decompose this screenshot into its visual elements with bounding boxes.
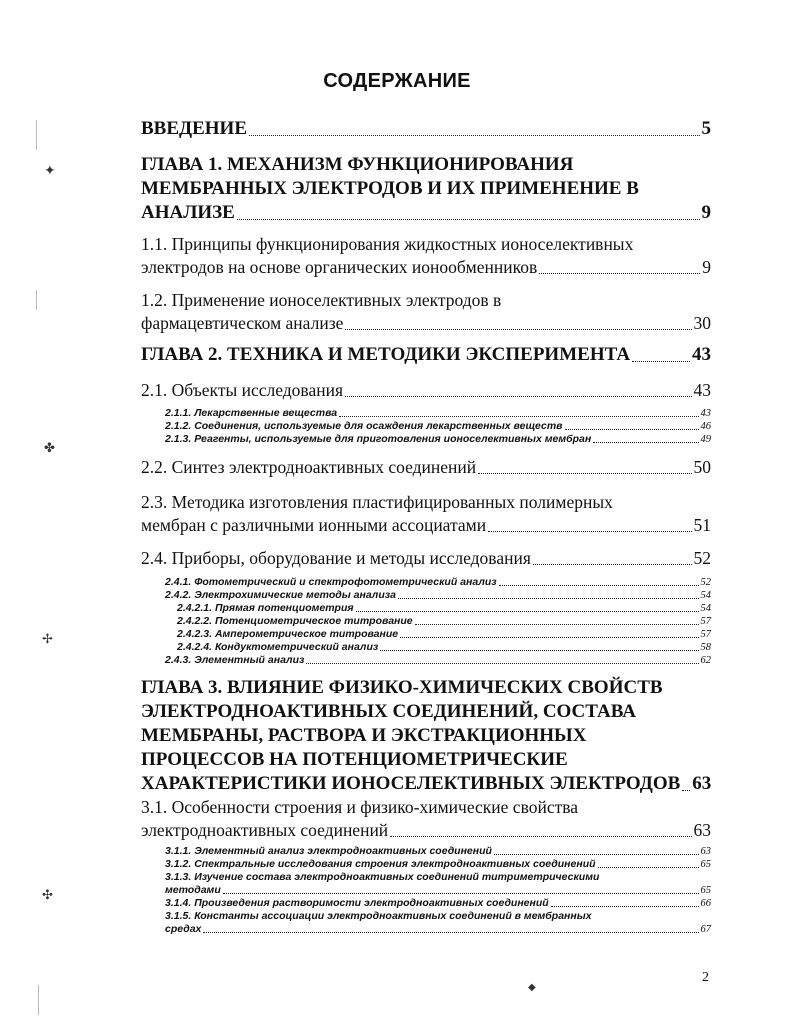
toc-entry-subsection-2-4-2-4[interactable] [141,641,711,654]
toc-entry-title: ВВЕДЕНИЕ [141,118,247,139]
toc-entry-intro[interactable] [141,117,711,141]
scan-artifact-line [36,120,37,150]
toc-page-number: 67 [700,924,711,935]
toc-page-number: 43 [692,344,711,365]
dot-leader [499,585,699,586]
toc-entry-title: 2.4. Приборы, оборудование и методы исследования [141,548,531,568]
toc-page-number: 62 [700,655,711,666]
toc-entry-subsection-2-4-1[interactable] [141,576,711,589]
toc-entry-chapter-3[interactable] [141,676,711,796]
toc-page-number: 9 [701,202,711,223]
dot-leader [551,906,699,907]
toc-entry-title-line: МЕМБРАНЫ, РАСТВОРА И ЭКСТРАКЦИОННЫХ [141,725,587,746]
toc-page-number: 52 [693,548,711,568]
toc-entry-title-line: ГЛАВА 1. МЕХАНИЗМ ФУНКЦИОНИРОВАНИЯ [141,154,574,175]
dot-leader [345,396,691,397]
toc-entry-subsection-2-4-2-3[interactable] [141,628,711,641]
scan-artifact-line [36,290,37,310]
toc-page-number: 51 [693,515,711,535]
toc-entry-title: ГЛАВА 2. ТЕХНИКА И МЕТОДИКИ ЭКСПЕРИМЕНТА [141,344,631,365]
toc-entry-title: 2.4.2.1. Прямая потенциометрия [177,602,354,614]
dot-leader [593,442,698,443]
toc-page-number: 54 [700,590,711,601]
toc-entry-title: 3.1.1. Элементный анализ электродноактивных соединений [165,845,492,857]
toc-entry-title-line: 1.1. Принципы функционирования жидкостных ионоселективных [141,234,634,254]
toc-entry-title-line: 2.3. Методика изготовления пластифицированных полимерных [141,492,613,512]
dot-leader [539,273,700,274]
toc-page-number: 9 [702,257,711,277]
dot-leader [478,473,691,474]
toc-entry-title-line: 3.1.3. Изучение состава электродноактивных соединений титриметрическими [165,871,600,883]
dot-leader [488,531,691,532]
toc-page-number: 43 [700,408,711,419]
scan-artifact-line [38,985,39,1015]
toc-page-number: 54 [700,603,711,614]
dot-leader [565,429,699,430]
dot-leader [682,790,690,791]
toc-entry-title: 2.4.2.2. Потенциометрическое титрование [177,615,413,627]
toc-entry-title: 2.1.2. Соединения, используемые для осаждения лекарственных веществ [165,420,563,432]
dot-leader [390,836,691,837]
scan-artifact-mark: ✣ [42,888,53,903]
toc-entry-subsection-2-1-1[interactable] [141,407,711,420]
toc-entry-title: 2.1.1. Лекарственные вещества [165,407,338,419]
toc-entry-title-line: МЕМБРАННЫХ ЭЛЕКТРОДОВ И ИХ ПРИМЕНЕНИЕ В [141,178,639,199]
toc-entry-subsection-3-1-1[interactable] [141,845,711,858]
scan-artifact-mark: ◆ [528,982,536,993]
toc-entry-section-1-1[interactable] [141,233,711,279]
toc-entry-title: 2.4.1. Фотометрический и спектрофотометрический анализ [165,576,497,588]
toc-entry-title-line: средах [165,923,202,935]
dot-leader [345,329,691,330]
toc-page-number: 57 [700,616,711,627]
toc-entry-subsection-2-1-3[interactable] [141,433,711,446]
dot-leader [306,663,698,664]
toc-entry-subsection-2-4-2-2[interactable] [141,615,711,628]
toc-entry-title: 3.1.2. Спектральные исследования строения электродноактивных соединений [165,858,596,870]
toc-entry-chapter-2[interactable] [141,343,711,367]
toc-entry-title-line: ЭЛЕКТРОДНОАКТИВНЫХ СОЕДИНЕНИЙ, СОСТАВА [141,701,636,722]
toc-entry-title-line: электродноактивных соединений [141,820,389,840]
toc-entry-title-line: методами [165,884,221,896]
scan-artifact-mark: ✢ [42,632,53,647]
toc-entry-title: 2.1.3. Реагенты, используемые для приготовления ионоселективных мембран [165,433,592,445]
toc-entry-title: 3.1.4. Произведения растворимости электродноактивных соединений [165,897,549,909]
toc-entry-subsection-3-1-5[interactable] [141,910,711,936]
dot-leader [356,611,699,612]
dot-leader [339,416,698,417]
toc-page-number: 63 [692,773,712,794]
toc-entry-chapter-1[interactable] [141,153,711,225]
toc-entry-title-line: 3.1. Особенности строения и физико-химические свойства [141,797,579,817]
scan-artifact-mark: ✦ [44,163,56,179]
page-number: 2 [702,970,709,985]
toc-entry-title-line: электродов на основе органических ионообменников [141,257,538,277]
scan-artifact-mark: ✤ [44,441,55,456]
toc-page-number: 52 [700,577,711,588]
toc-entry-title: 2.4.3. Элементный анализ [165,654,305,666]
dot-leader [632,361,690,362]
dot-leader [494,854,699,855]
toc-page-number: 46 [700,421,711,432]
toc-entry-section-1-2[interactable] [141,289,711,335]
toc-entry-section-2-2[interactable] [141,456,711,479]
toc-entry-title-line: 3.1.5. Константы ассоциации электродноактивных соединений в мембранных [165,910,592,922]
toc-page-number: 65 [700,885,711,896]
toc-entry-subsection-2-1-2[interactable] [141,420,711,433]
toc-entry-section-3-1[interactable] [141,796,711,842]
dot-leader [415,624,699,625]
toc-page-number: 63 [693,820,711,840]
dot-leader [598,867,699,868]
dot-leader [400,637,698,638]
dot-leader [249,135,700,136]
page-title: СОДЕРЖАНИЕ [323,70,471,92]
toc-page-number: 58 [700,642,711,653]
toc-entry-subsection-2-4-2[interactable] [141,589,711,602]
toc-page-number: 49 [700,434,711,445]
toc-entry-title-line: ГЛАВА 3. ВЛИЯНИЕ ФИЗИКО-ХИМИЧЕСКИХ СВОЙСТВ [141,677,663,698]
toc-entry-title: 2.4.2. Электрохимические методы анализа [165,589,396,601]
toc-entry-title: 2.2. Синтез электродноактивных соединений [141,457,477,477]
toc-entry-section-2-1[interactable] [141,379,711,402]
toc-page-number: 50 [693,457,711,477]
dot-leader [223,893,699,894]
toc-entry-title-line: ПРОЦЕССОВ НА ПОТЕНЦИОМЕТРИЧЕСКИЕ [141,749,568,770]
toc-entry-title-line: АНАЛИЗЕ [141,202,235,223]
toc-entry-title: 2.1. Объекты исследования [141,380,344,400]
dot-leader [380,650,698,651]
toc-entry-subsection-3-1-4[interactable] [141,897,711,910]
toc-entry-subsection-2-4-2-1[interactable] [141,602,711,615]
toc-page-number: 63 [700,846,711,857]
toc-entry-section-2-4[interactable] [141,547,711,570]
toc-page-number: 57 [700,629,711,640]
toc-entry-title: 2.4.2.4. Кондуктометрический анализ [177,641,379,653]
toc-entry-subsection-3-1-3[interactable] [141,871,711,897]
toc-page-number: 43 [693,380,711,400]
toc-page-number: 65 [700,859,711,870]
toc-entry-title: 2.4.2.3. Амперометрическое титрование [177,628,399,640]
toc-page-number: 5 [701,118,711,139]
toc-entry-subsection-2-4-3[interactable] [141,654,711,667]
dot-leader [237,219,700,220]
toc-entry-section-2-3[interactable] [141,491,711,537]
toc-entry-title-line: фармацевтическом анализе [141,313,344,333]
dot-leader [203,932,698,933]
dot-leader [398,598,699,599]
toc-entry-title-line: 1.2. Применение ионоселективных электродов в [141,290,502,310]
dot-leader [533,564,692,565]
toc-entry-title-line: мембран с различными ионными ассоциатами [141,515,487,535]
toc-entry-title-line: ХАРАКТЕРИСТИКИ ИОНОСЕЛЕКТИВНЫХ ЭЛЕКТРОДОВ [141,773,681,794]
toc-page-number: 30 [693,313,711,333]
toc-entry-subsection-3-1-2[interactable] [141,858,711,871]
toc-page-number: 66 [700,898,711,909]
